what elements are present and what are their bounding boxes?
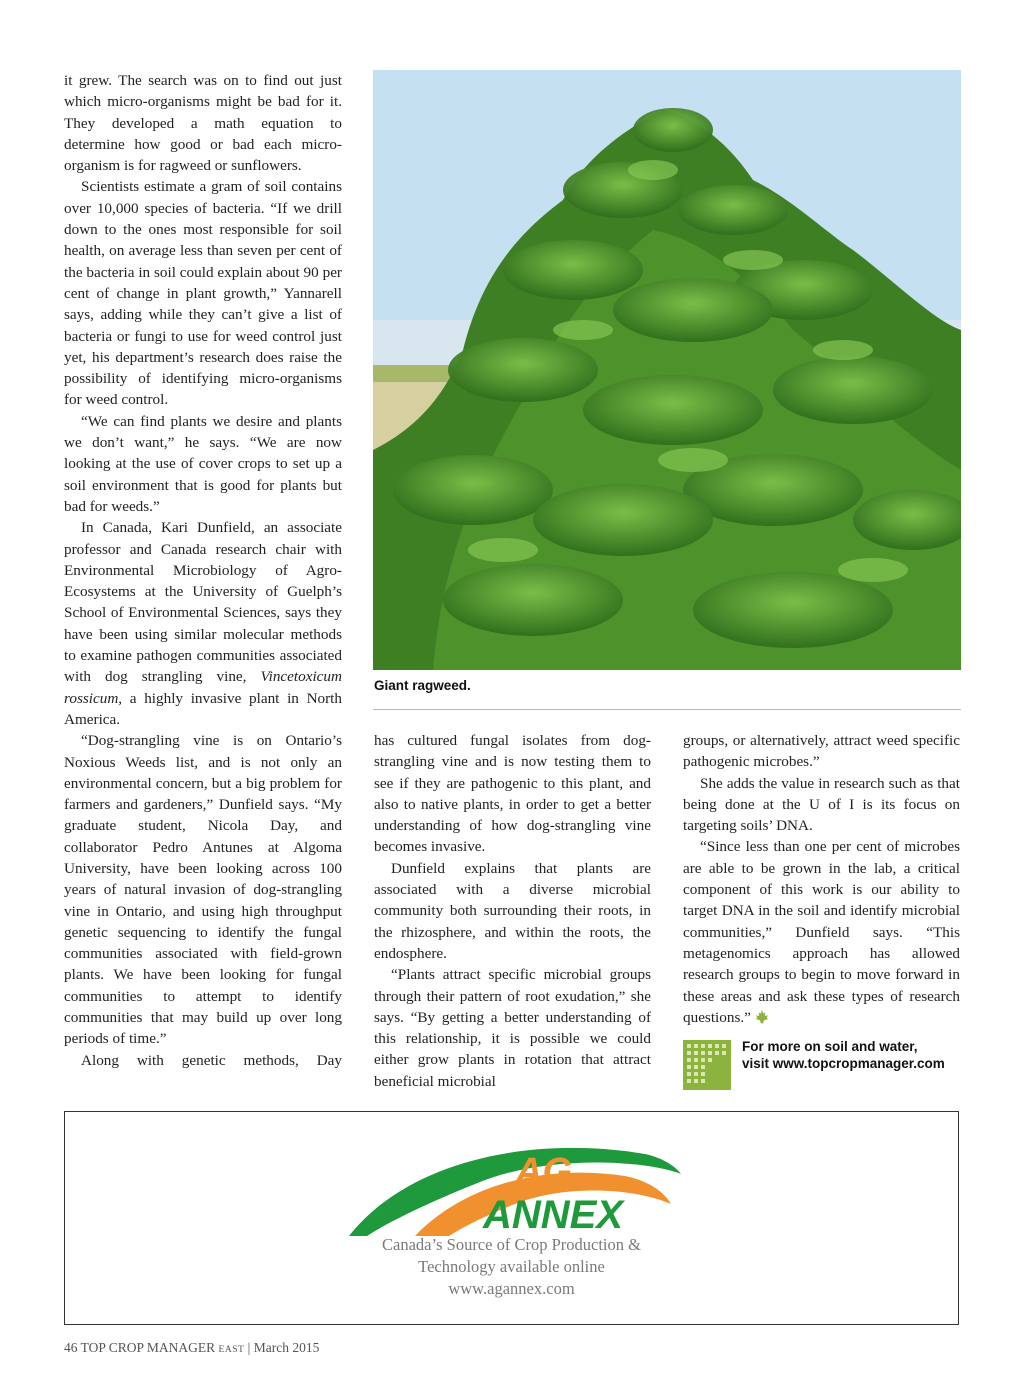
magazine-name: TOP CROP MANAGER bbox=[80, 1340, 216, 1355]
paragraph-text: “Since less than one per cent of microbes are able to be grown in the lab, a critical component of this work is our ability to target DNA in the soil and identify microbial communities,” Dunfield says. “This metagenomics approach has allowed research groups to begin to move forward in these areas and ask these types of research questions.” bbox=[683, 838, 960, 1026]
ad-tagline-line: Canada’s Source of Crop Production & bbox=[382, 1235, 641, 1254]
page-footer bbox=[64, 1340, 319, 1356]
ag-annex-logo bbox=[345, 1124, 685, 1240]
paragraph-text: In Canada, Kari Dunfield, an associate professor and Canada research chair with Environmental Microbiology of Agro-Ecosystems at the University of Guelph’s School of Environmental Sciences, says they have been using similar molecular methods to examine pathogen communities associated with dog strangling vine, bbox=[64, 519, 342, 686]
ad-tagline bbox=[65, 1234, 958, 1300]
ad-tagline-line: Technology available online bbox=[418, 1257, 605, 1276]
caption-divider bbox=[373, 709, 961, 710]
maple-leaf-icon bbox=[754, 1009, 770, 1025]
logo-annex-text: ANNEX bbox=[483, 1193, 624, 1237]
paragraph: Along with genetic methods, Day bbox=[81, 1051, 342, 1069]
photo-caption: Giant ragweed. bbox=[374, 678, 471, 693]
article-column-2 bbox=[374, 730, 651, 1092]
more-info-line: For more on soil and water, bbox=[742, 1039, 918, 1054]
paragraph: “Plants attract specific microbial groups through their pattern of root exudation,” she says. “By getting a better understanding of this relationship, it is possible we could either grow plants in rotation that attract beneficial microbial bbox=[374, 966, 651, 1090]
issue-date: March 2015 bbox=[253, 1340, 320, 1355]
qr-style-icon bbox=[683, 1040, 731, 1090]
paragraph: She adds the value in research such as that being done at the U of I is its focus on targeting soils’ DNA. bbox=[683, 774, 960, 835]
logo-ag-text: AG bbox=[515, 1151, 572, 1193]
species-name: Vincetoxicum rossicum bbox=[64, 668, 342, 707]
paragraph-text: , a highly invasive plant in North America. bbox=[64, 689, 342, 728]
ragweed-photo bbox=[373, 70, 961, 670]
more-info-link[interactable] bbox=[742, 1038, 972, 1072]
ag-annex-ad[interactable] bbox=[64, 1111, 959, 1325]
paragraph: Dunfield explains that plants are associated with a diverse microbial community both surrounding their roots, in the rhizosphere, and within the roots, the endosphere. bbox=[374, 859, 651, 962]
article-column-3 bbox=[683, 730, 960, 1028]
article-column-1 bbox=[64, 70, 342, 1071]
paragraph: “We can find plants we desire and plants we don’t want,” he says. “We are now looking at the use of cover crops to set up a soil environment that is good for plants but bad for weeds.” bbox=[64, 412, 342, 515]
paragraph: “Dog-strangling vine is on Ontario’s Noxious Weeds list, and is not only an environmental concern, but a big problem for farmers and gardeners,” Dunfield says. “My graduate student, Nicola Day, and collaborator Pedro Antunes at Algoma University, have been looking across 100 years of natural invasion of dog-strangling vine in Ontario, and using high throughput genetic sequencing to identify the fungal communities associated with field-grown plants. We have been looking for fungal communities to attempt to identify communities that may build up over long periods of time.” bbox=[64, 732, 342, 1048]
ad-url[interactable]: www.agannex.com bbox=[448, 1279, 575, 1298]
paragraph: Scientists estimate a gram of soil contains over 10,000 species of bacteria. “If we drill down to the ones most responsible for soil health, on average less than seven per cent of the bacteria in soil could explain about 90 per cent of change in plant growth,” Yannarell says, adding while they can’t give a list of bacteria or fungi to use for weed control just yet, his department’s research does raise the possibility of identifying micro-organisms for weed control. bbox=[64, 178, 342, 409]
paragraph: it grew. The search was on to find out just which micro-organisms might be bad for it. They developed a math equation to determine how good or bad each micro-organism is for ragweed or sunflowers. bbox=[64, 72, 342, 175]
paragraph bbox=[64, 517, 342, 730]
paragraph: groups, or alternatively, attract weed specific pathogenic microbes.” bbox=[683, 732, 960, 771]
ragweed-illustration bbox=[373, 70, 961, 670]
paragraph: has cultured fungal isolates from dog-strangling vine and is now testing them to see if they are pathogenic to this plant, and also to native plants, in order to get a better understanding of how dog-strangling vine becomes invasive. bbox=[374, 732, 651, 856]
page-number: 46 bbox=[64, 1340, 78, 1355]
footer-separator: | bbox=[247, 1340, 251, 1355]
dot-grid-icon bbox=[683, 1040, 731, 1090]
paragraph bbox=[683, 836, 960, 1028]
edition-label: EAST bbox=[218, 1345, 245, 1355]
more-info-url: visit www.topcropmanager.com bbox=[742, 1056, 945, 1071]
